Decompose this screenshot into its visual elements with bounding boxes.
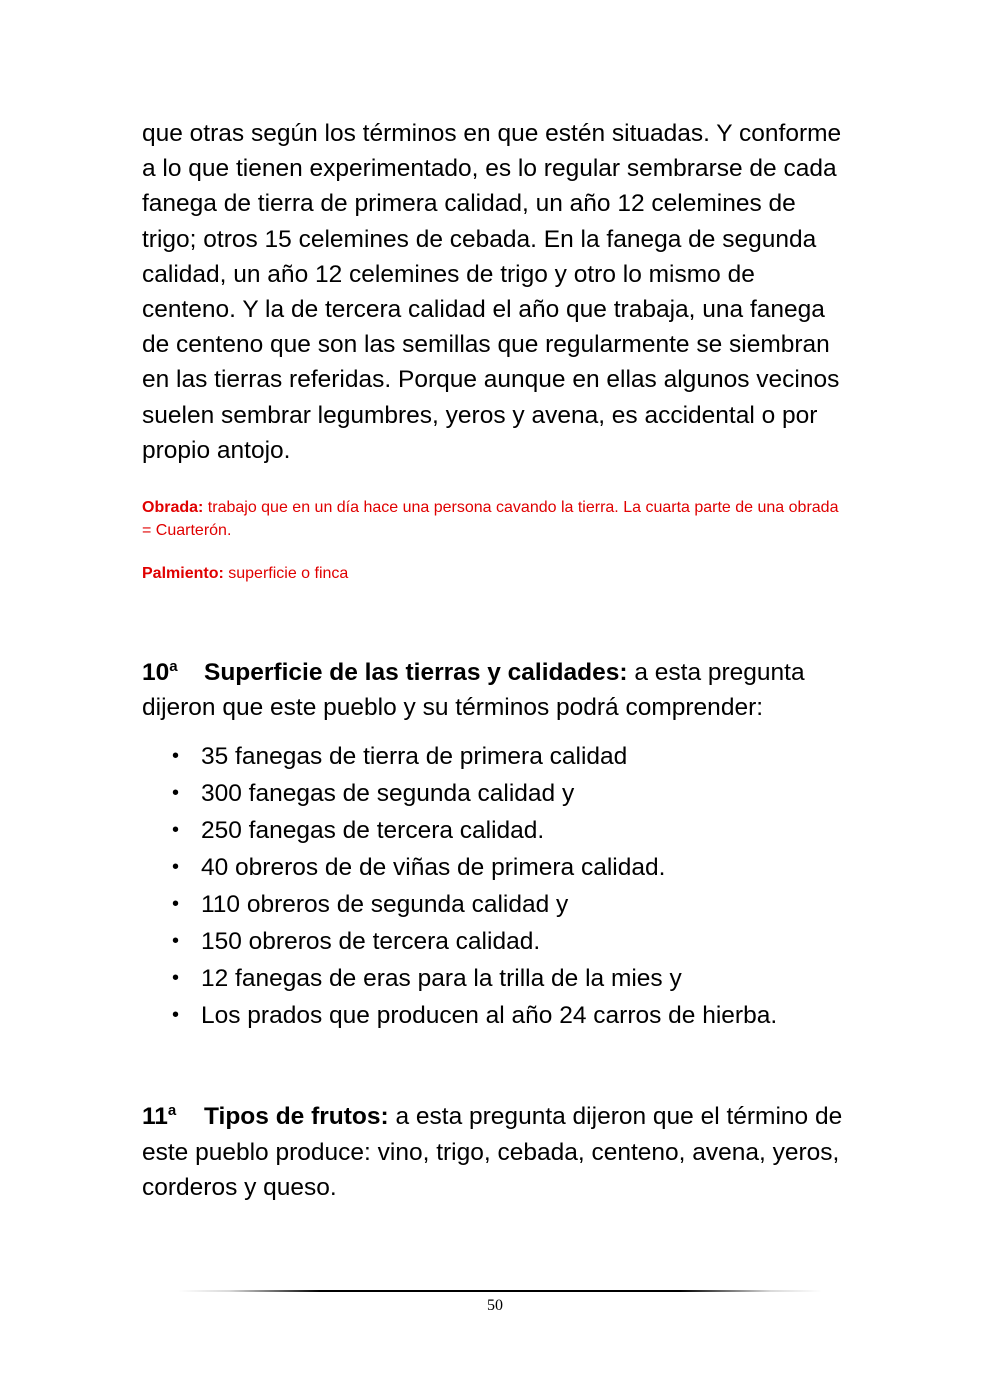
section-number: 10$^a$ <box>142 658 178 687</box>
bullet-icon: • <box>172 930 180 953</box>
footnote-term: Palmiento: <box>142 565 224 583</box>
footer-divider <box>178 1290 822 1292</box>
surface-list <box>142 738 852 1034</box>
section-title: Superficie de las tierras y calidades: <box>204 659 628 687</box>
ordinal-indicator: a <box>167 1102 177 1120</box>
bullet-icon: • <box>172 856 180 879</box>
footnote-text: trabajo que en un día hace una persona cavando la tierra. La cuarta parte de una obrada = Cuarterón. <box>142 499 839 540</box>
list-item: • Los prados que producen al año 24 carros de hierba. <box>142 997 852 1034</box>
footnote-palmiento <box>142 562 852 585</box>
bullet-icon: • <box>172 893 180 916</box>
list-item: • 250 fanegas de tercera calidad. <box>142 812 852 849</box>
page-content <box>142 116 852 1205</box>
ordinal-indicator: a <box>169 658 178 676</box>
list-item: • 12 fanegas de eras para la trilla de la mies y <box>142 960 852 997</box>
page-number: 50 <box>487 1297 503 1314</box>
section-10 <box>142 655 852 725</box>
list-item: • 110 obreros de segunda calidad y <box>142 886 852 923</box>
list-item: • 300 fanegas de segunda calidad y <box>142 775 852 812</box>
footnote-obrada <box>142 496 852 542</box>
bullet-icon: • <box>172 819 180 842</box>
bullet-icon: • <box>172 782 180 805</box>
list-item: • 150 obreros de tercera calidad. <box>142 923 852 960</box>
bullet-icon: • <box>172 967 180 990</box>
section-text: a esta pregunta dijeron que el término de este pueblo produce: vino, trigo, cebada, centeno, avena, yeros, corderos y queso. <box>142 1103 843 1201</box>
section-11 <box>142 1099 852 1205</box>
bullet-icon: • <box>172 1004 180 1027</box>
footnote-text: superficie o finca <box>223 565 349 583</box>
section-title: Tipos de frutos: <box>204 1103 389 1131</box>
list-item: • 35 fanegas de tierra de primera calidad <box>142 738 852 775</box>
section-text: a esta pregunta dijeron que este pueblo y su términos podrá comprender: <box>142 659 805 722</box>
bullet-icon: • <box>172 745 180 768</box>
footnote-term: Obrada: <box>142 499 204 517</box>
list-item: • 40 obreros de de viñas de primera calidad. <box>142 849 852 886</box>
section-number: 11$^a$ <box>142 1102 177 1131</box>
body-paragraph: que otras según los términos en que estén situadas. Y conforme a lo que tienen experimentado, es lo regular sembrarse de cada fanega de tierra de primera calidad, un año 12 celemines de trigo; otros 15 celemines de cebada. En la fanega de segunda calidad, un año 12 celemines de trigo y otro lo mismo de centeno. Y la de tercera calidad el año que trabaja, una fanega de centeno que son las semillas que regularmente se siembran en las tierras referidas. Porque aunque en ellas algunos vecinos suelen sembrar legumbres, yeros y avena, es accidental o por propio antojo. <box>142 120 842 464</box>
